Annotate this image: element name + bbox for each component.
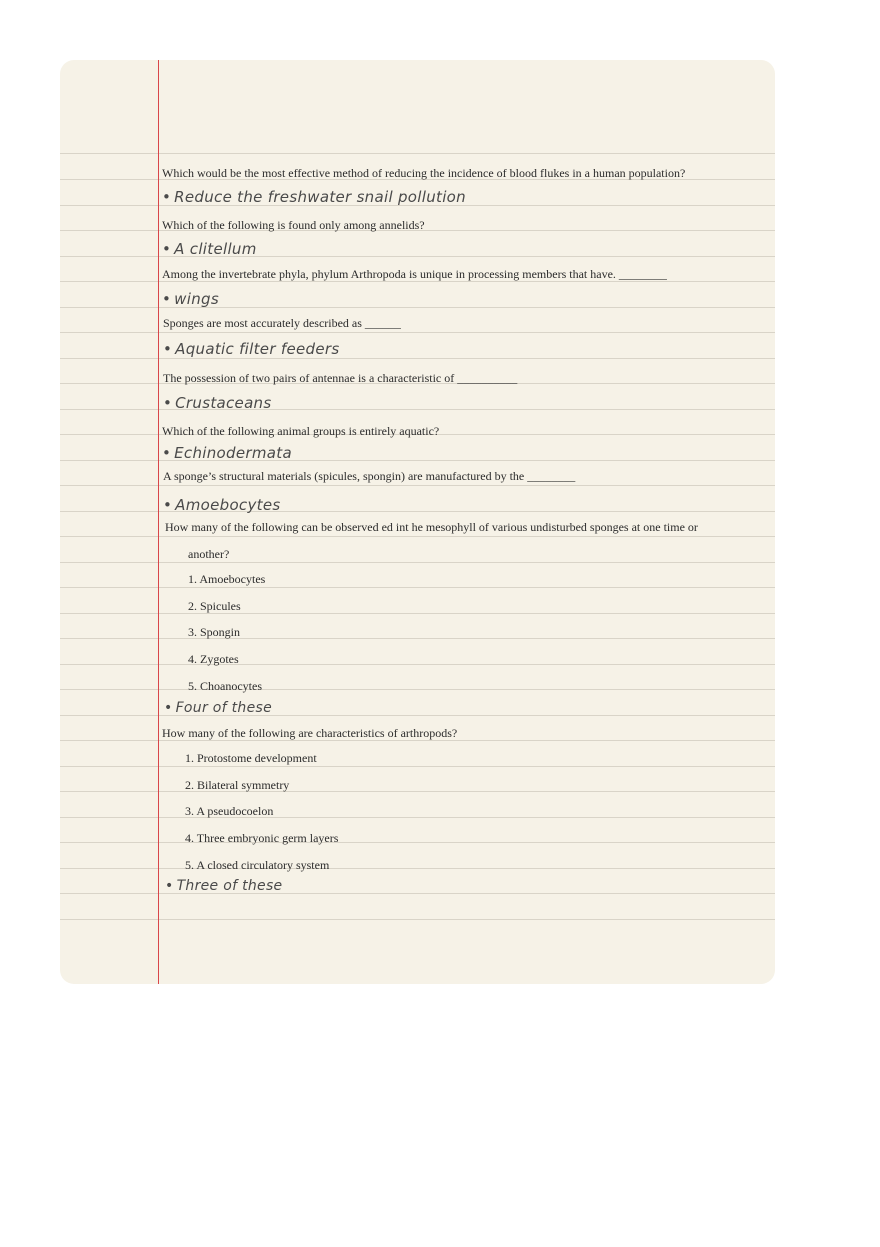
answer-text: Echinodermata [174,444,292,462]
ruled-line [60,919,775,920]
ruled-line [60,689,775,690]
question-text: How many of the following are characteristics of arthropods? [162,726,458,740]
answer-text: Four of these [175,700,272,716]
ruled-line [60,868,775,869]
handwritten-answer: • Reduce the freshwater snail pollution [162,188,466,206]
option-item: 4. Zygotes [188,652,239,666]
ruled-line [60,332,775,333]
question-text: Among the invertebrate phyla, phylum Arthropoda is unique in processing members that have. ________ [162,267,667,281]
ruled-line [60,664,775,665]
question-text: Which of the following animal groups is entirely aquatic? [162,424,440,438]
answer-text: Three of these [176,878,283,894]
notebook-page [60,60,775,984]
question-text: The possession of two pairs of antennae is a characteristic of __________ [163,371,518,385]
option-item: 2. Spicules [188,599,241,613]
handwritten-answer: • Amoebocytes [163,496,281,514]
option-item: 2. Bilateral symmetry [185,778,290,792]
margin-line [158,60,159,984]
ruled-line [60,791,775,792]
answer-text: Aquatic filter feeders [175,340,340,358]
question-text: How many of the following can be observed ed int he mesophyll of various undisturbed sponges at one time or [165,520,698,534]
answer-text: Reduce the freshwater snail pollution [174,188,466,206]
answer-text: A clitellum [174,240,257,258]
option-item: 3. A pseudocoelon [185,804,274,818]
ruled-line [60,613,775,614]
handwritten-answer: • Aquatic filter feeders [163,340,340,358]
ruled-line [60,358,775,359]
handwritten-answer: • Crustaceans [163,394,272,412]
answer-text: wings [174,290,219,308]
ruled-line [60,766,775,767]
handwritten-answer: • Echinodermata [162,444,292,462]
ruled-line [60,536,775,537]
question-text: Which of the following is found only among annelids? [162,218,425,232]
ruled-line [60,638,775,639]
handwritten-answer: • Three of these [165,878,283,894]
handwritten-answer: • wings [162,290,219,308]
question-text-continued: another? [188,547,230,561]
question-text: Which would be the most effective method of reducing the incidence of blood flukes in a human population? [162,166,686,180]
ruled-line [60,817,775,818]
option-item: 4. Three embryonic germ layers [185,831,339,845]
option-item: 5. A closed circulatory system [185,858,330,872]
ruled-line [60,153,775,154]
handwritten-answer: • A clitellum [162,240,257,258]
ruled-line [60,587,775,588]
answer-text: Crustaceans [175,394,272,412]
question-text: A sponge’s structural materials (spicules, spongin) are manufactured by the ________ [163,469,576,483]
ruled-line [60,485,775,486]
option-item: 3. Spongin [188,625,241,639]
ruled-line [60,842,775,843]
option-item: 5. Choanocytes [188,679,262,693]
option-item: 1. Protostome development [185,751,317,765]
question-text: Sponges are most accurately described as ______ [163,316,401,330]
option-item: 1. Amoebocytes [188,572,266,586]
handwritten-answer: • Four of these [164,700,272,716]
ruled-line [60,562,775,563]
answer-text: Amoebocytes [175,496,281,514]
